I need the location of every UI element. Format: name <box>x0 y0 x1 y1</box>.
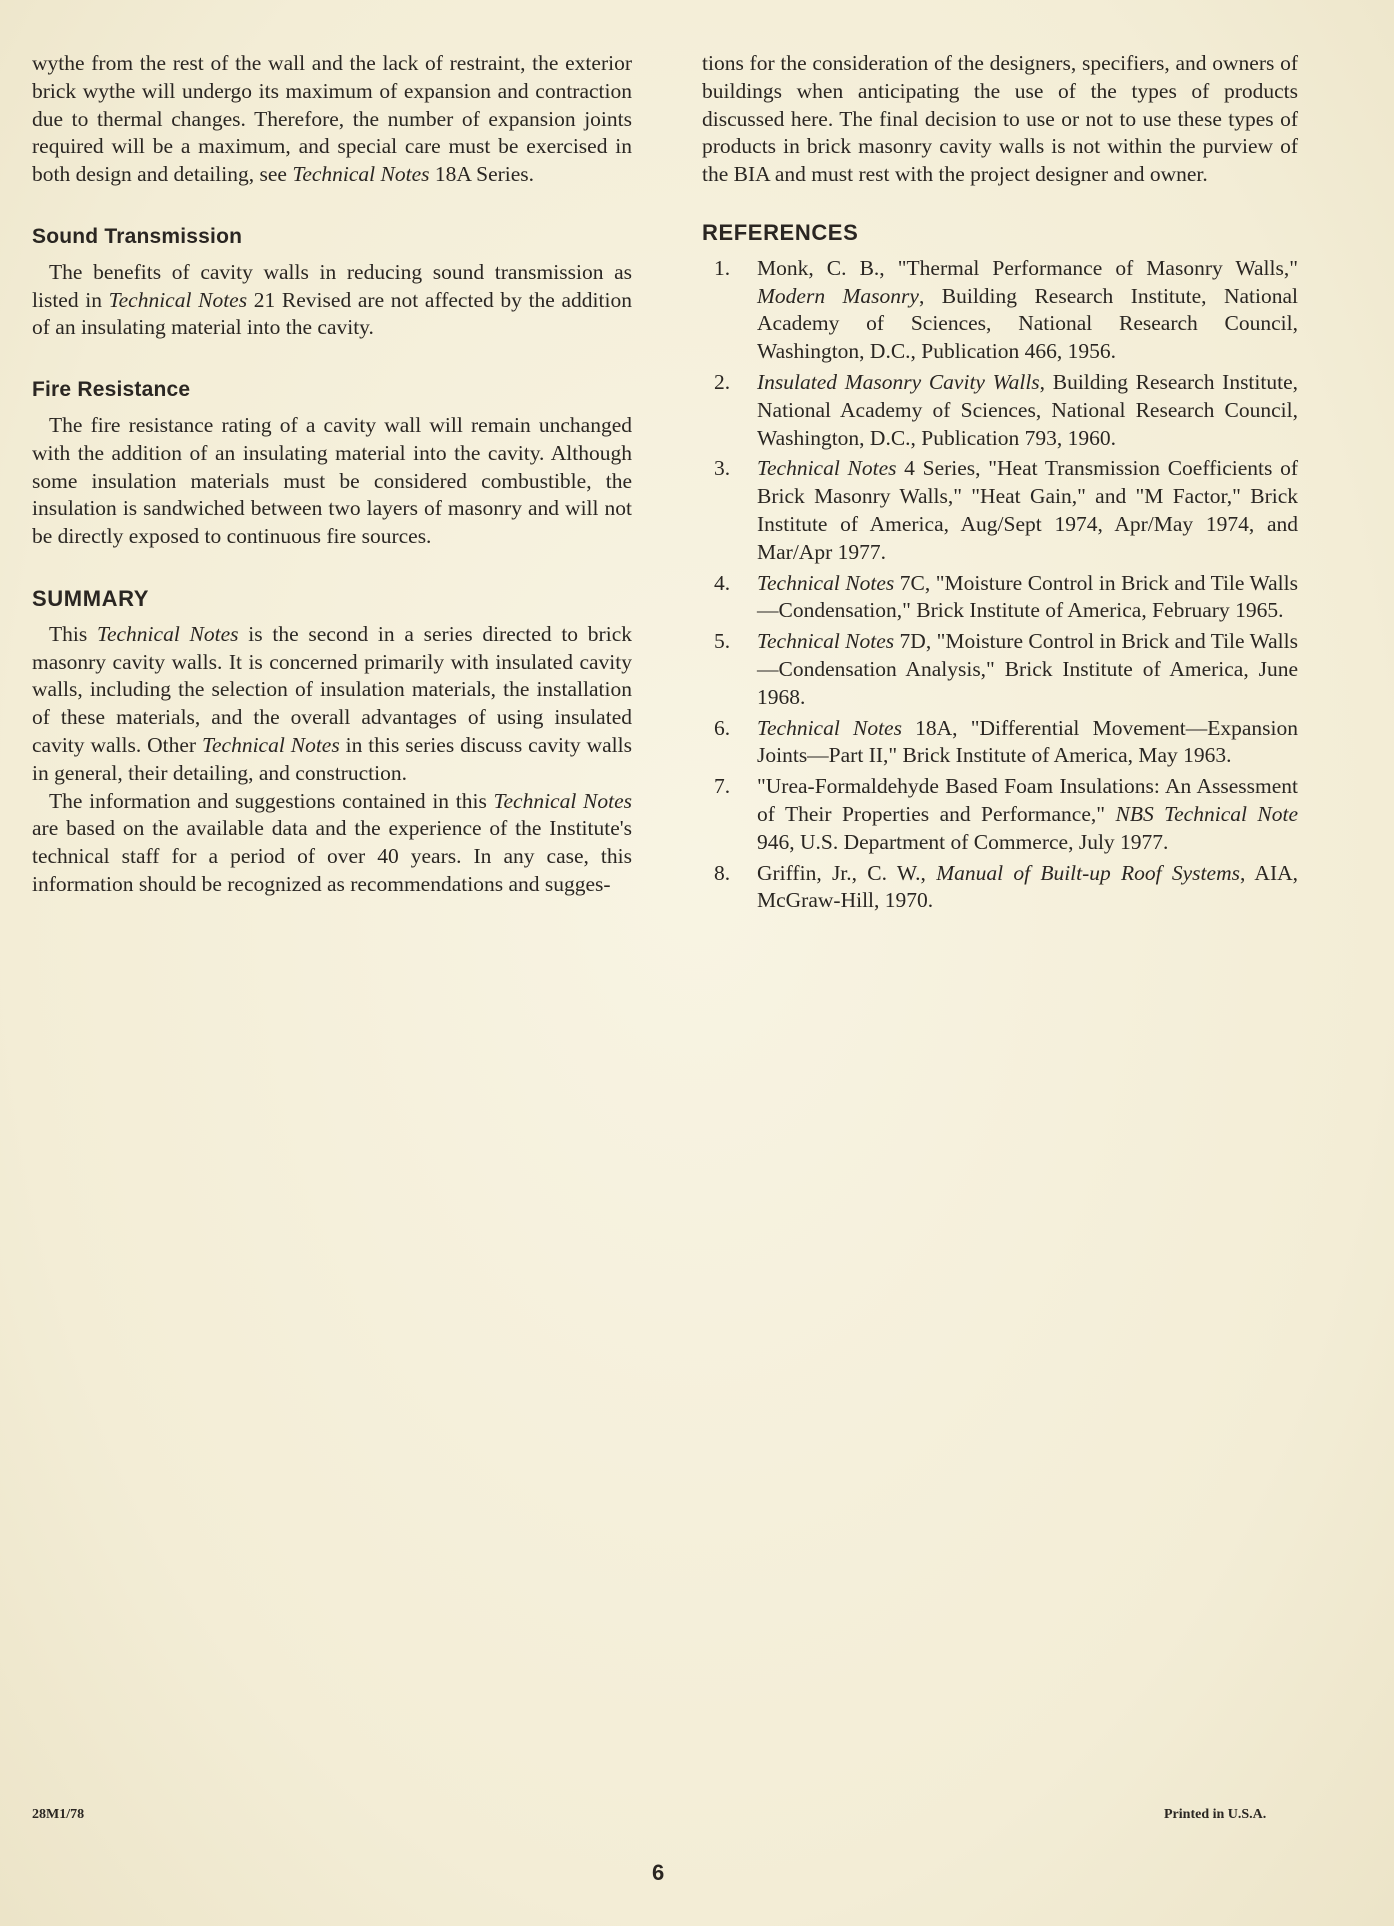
reference-item <box>702 570 1298 626</box>
reference-text-a: Monk, C. B., "Thermal Performance of Masonry Walls," <box>757 255 1298 280</box>
reference-text-b: 7C, "Moisture Control in Brick and Tile Walls—Condensation," Brick Institute of America, February 1965. <box>757 570 1298 623</box>
summary-paragraph-1 <box>32 621 632 788</box>
summary-heading: SUMMARY <box>32 585 150 611</box>
summary2-italic: Technical Notes <box>493 788 632 813</box>
reference-item <box>702 255 1298 366</box>
sound-paragraph <box>32 259 632 342</box>
left-column <box>32 50 632 899</box>
reference-item <box>702 628 1298 711</box>
reference-text-b: , AIA, McGraw-Hill, 1970. <box>757 860 1298 913</box>
summary2-text-a: The information and suggestions contained in this <box>49 788 494 813</box>
continuation-paragraph: tions for the consideration of the designers, specifiers, and owners of buildings when anticipating the use of the types of products discussed here. The final decision to use or not to use these types of products in brick masonry cavity walls is not within the purview of the BIA and must rest with the project designer and owner. <box>702 51 1298 187</box>
reference-italic: NBS Technical Note <box>1115 801 1299 826</box>
reference-number: 7. <box>714 774 731 799</box>
reference-italic: Manual of Built-up Roof Systems <box>936 860 1240 885</box>
sound-text-b: 21 Revised are not affected by the addition of an insulating material into the cavity. <box>32 287 632 340</box>
reference-text-b: , Building Research Institute, National Academy of Sciences, National Research Council, Washington, D.C., Publication 793, 1960. <box>757 369 1298 450</box>
reference-italic: Technical Notes <box>757 629 895 654</box>
reference-text-a: Griffin, Jr., C. W., <box>757 860 937 885</box>
intro-text-end: 18A Series. <box>429 162 535 187</box>
reference-text-b: 7D, "Moisture Control in Brick and Tile Walls—Condensation Analysis," Brick Institute of America, June 1968. <box>757 629 1298 709</box>
reference-italic: Technical Notes <box>757 715 902 740</box>
summary1-text-a: This <box>49 621 97 646</box>
reference-number: 3. <box>714 456 731 481</box>
summary2-text-b: are based on the available data and the experience of the Institute's technical staff for a period of over 40 years. In any case, this information should be recognized as recommendations and sugges- <box>32 816 632 896</box>
sound-text-a: The benefits of cavity walls in reducing sound transmission as listed in <box>32 259 632 312</box>
reference-item <box>702 715 1298 771</box>
reference-number: 2. <box>714 369 731 394</box>
reference-text-b: 946, U.S. Department of Commerce, July 1977. <box>757 829 1169 854</box>
reference-number: 6. <box>714 715 731 740</box>
intro-paragraph <box>32 50 632 189</box>
reference-text-a: "Urea-Formaldehyde Based Foam Insulations: An Assessment of Their Properties and Performance," <box>757 774 1298 826</box>
summary-paragraph-2 <box>32 788 632 899</box>
fire-paragraph: The fire resistance rating of a cavity wall will remain unchanged with the addition of an insulating material into the cavity. Although some insulation materials must be considered combustible, the insulation is sandwiched between two layers of masonry and will not be directly exposed to continuous fire sources. <box>32 412 632 549</box>
intro-text: wythe from the rest of the wall and the lack of restraint, the exterior brick wythe will undergo its maximum of expansion and contraction due to thermal changes. Therefore, the number of expansion joints required will be a maximum, and special care must be exercised in both design and detailing, see <box>32 51 632 187</box>
summary1-text-c: in this series discuss cavity walls in general, their detailing, and construction. <box>32 732 632 785</box>
right-column <box>702 50 1298 918</box>
fire-resistance-heading: Fire Resistance <box>32 378 191 402</box>
reference-item <box>702 773 1298 856</box>
printed-in-label: Printed in U.S.A. <box>1164 1807 1267 1822</box>
reference-number: 8. <box>714 860 731 885</box>
references-heading: REFERENCES <box>702 219 859 245</box>
reference-italic: Insulated Masonry Cavity Walls <box>757 369 1040 394</box>
sound-italic: Technical Notes <box>108 287 248 312</box>
intro-italic: Technical Notes <box>292 162 430 187</box>
summary1-text-b: is the second in a series directed to brick masonry cavity walls. It is concerned primarily with insulated cavity walls, including the selection of insulation materials, the installation of these materials, and the overall advantages of using insulated cavity walls. Other <box>32 621 632 757</box>
summary1-italic: Technical Notes <box>96 621 239 646</box>
document-code: 28M1/78 <box>32 1807 85 1822</box>
reference-number: 4. <box>714 570 731 595</box>
reference-number: 1. <box>714 255 731 280</box>
page-number: 6 <box>652 1860 665 1885</box>
sound-transmission-heading: Sound Transmission <box>32 224 243 248</box>
references-list <box>702 255 1298 915</box>
reference-item <box>702 860 1298 916</box>
reference-text-b: 18A, "Differential Movement—Expansion Joints—Part II," Brick Institute of America, May 1963. <box>757 715 1298 768</box>
reference-text-b: , Building Research Institute, National Academy of Sciences, National Research Council, Washington, D.C., Publication 466, 1956. <box>757 283 1298 364</box>
reference-italic: Modern Masonry <box>757 283 919 308</box>
reference-italic: Technical Notes <box>757 456 897 481</box>
reference-number: 5. <box>714 629 731 654</box>
summary1-italic-2: Technical Notes <box>202 732 340 757</box>
reference-italic: Technical Notes <box>757 570 895 595</box>
reference-item <box>702 455 1298 566</box>
reference-item <box>702 369 1298 452</box>
reference-text-b: 4 Series, "Heat Transmission Coefficients of Brick Masonry Walls," "Heat Gain," and "M Factor," Brick Institute of America, Aug/Sept 1974, Apr/May 1974, and Mar/Apr 1977. <box>757 456 1298 564</box>
